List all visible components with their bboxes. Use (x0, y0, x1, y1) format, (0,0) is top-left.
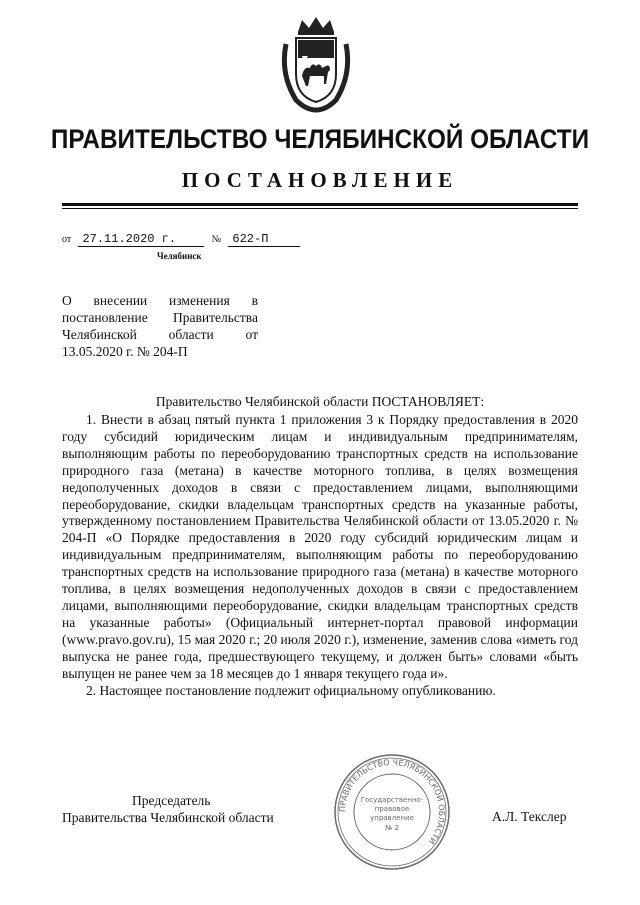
document-date: 27.11.2020 г. (78, 232, 204, 247)
registration-line (62, 232, 300, 247)
document-type: ПОСТАНОВЛЕНИЕ (181, 168, 459, 192)
stamp-inner-line1: Государственно- (360, 796, 424, 804)
stamp-outer-text: ПРАВИТЕЛЬСТВО ЧЕЛЯБИНСКОЙ ОБЛАСТИ (337, 757, 447, 846)
resolution-body (62, 412, 578, 699)
document-subject: О внесении изменения в постановление Правительства Челябинской области от 13.05.2020 г. № 204-П (62, 293, 258, 359)
signatory-position-line1: Председатель (132, 793, 211, 808)
resolution-item-1: 1. Внести в абзац пятый пункта 1 приложения 3 к Порядку предоставления в 2020 году субсидий юридическим лицам и индивидуальным предпринимателям, выполняющим работы по переоборудованию транспортных средств на использование природного газа (метана) в качестве моторного топлива, в целях возмещения недополученных доходов в связи с предоставлением лицами, выполняющими переоборудование, скидки владельцам транспортных средств на указанные работы, утвержденному постановлением Правительства Челябинской области от 13.05.2020 г. № 204-П «О Порядке предоставления в 2020 году субсидий юридическим лицам и индивидуальным предпринимателям, выполняющим работы по переоборудованию транспортных средств на использование природного газа (метана) в качестве моторного топлива, в целях возмещения недополученных доходов в связи с предоставлением лицами, выполняющими переоборудование, скидки владельцам транспортных средств на указанные работы» (Официальный интернет-портал правовой информации (www.pravo.gov.ru), 15 мая 2020 г.; 20 июля 2020 г.), изменение, заменив слова «иметь год выпуска не ранее года, предшествующего текущему, и должен быть» словами «быть выпущен не ранее чем за 18 месяцев до 1 января текущего года и». (62, 412, 578, 681)
signatory-name: А.Л. Текслер (492, 809, 567, 824)
chelyabinsk-coat-of-arms-icon (278, 14, 354, 114)
header-rule-thick (62, 203, 578, 206)
stamp-inner-line3: управление (370, 814, 414, 822)
stamp-inner-line2: правовое (374, 805, 410, 813)
government-title: ПРАВИТЕЛЬСТВО ЧЕЛЯБИНСКОЙ ОБЛАСТИ (50, 124, 590, 154)
document-number: 622-П (228, 232, 300, 247)
resolution-item-2: 2. Настоящее постановление подлежит официальному опубликованию. (86, 682, 496, 698)
from-label: от (62, 234, 72, 245)
number-label: № (211, 234, 222, 245)
stamp-inner-number: № 2 (385, 824, 399, 832)
city: Челябинск (157, 251, 202, 261)
signatory-position-line2: Правительства Челябинской области (62, 810, 274, 825)
resolution-intro: Правительство Челябинской области ПОСТАНОВЛЯЕТ: (155, 394, 485, 409)
header-rule-thin (62, 208, 578, 209)
signatory-position (62, 792, 322, 826)
official-seal-stamp (332, 752, 452, 872)
